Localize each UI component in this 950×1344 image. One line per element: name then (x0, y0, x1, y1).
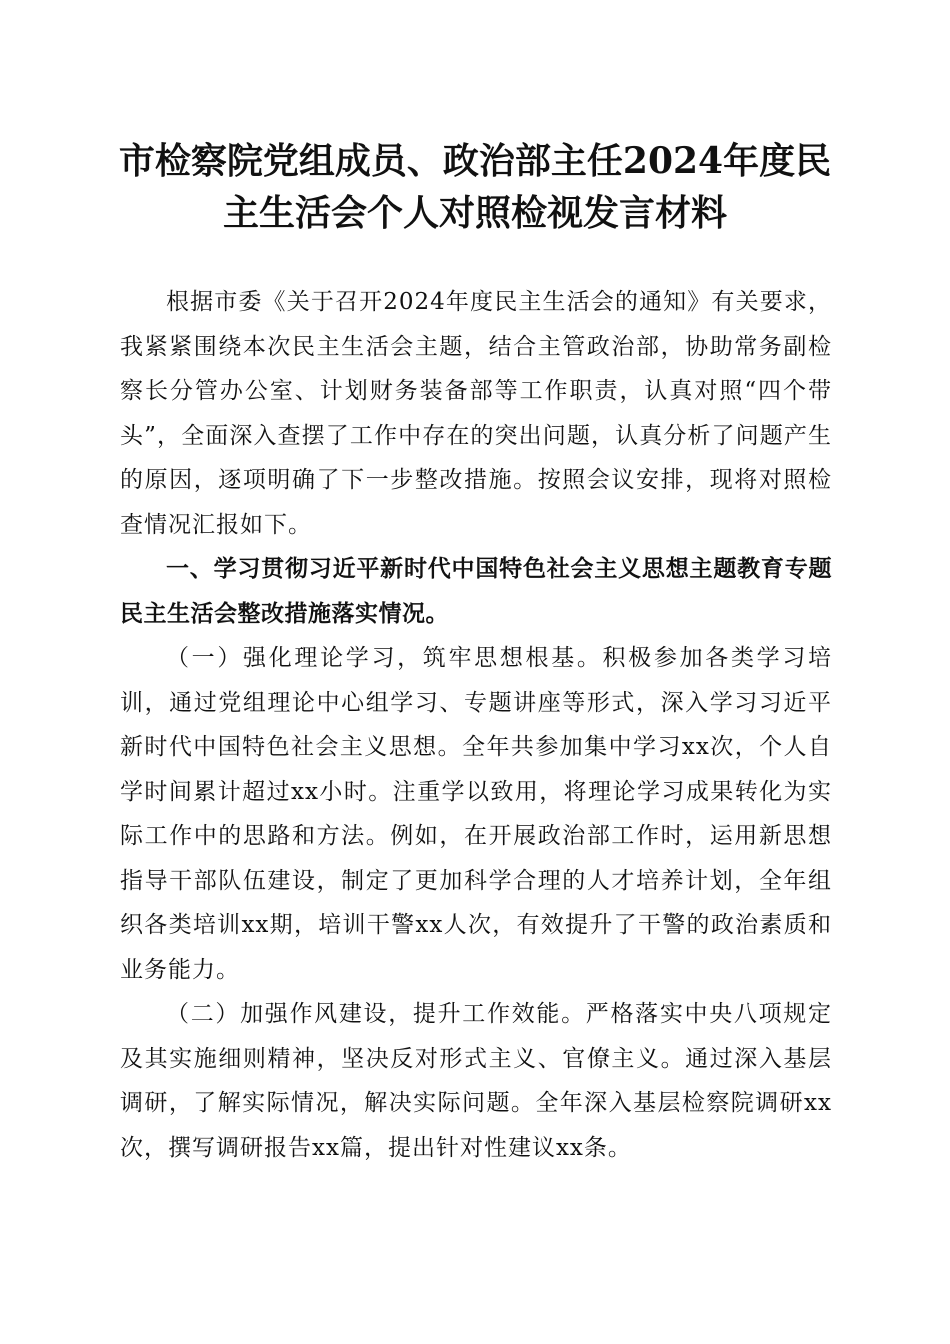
document-body (120, 280, 832, 1170)
subsection-paragraph-1: （一）强化理论学习，筑牢思想根基。积极参加各类学习培训，通过党组理论中心组学习、专题讲座等形式，深入学习习近平新时代中国特色社会主义思想。全年共参加集中学习xx次，个人自学时间累计超过xx小时。注重学以致用，将理论学习成果转化为实际工作中的思路和方法。例如，在开展政治部工作时，运用新思想指导干部队伍建设，制定了更加科学合理的人才培养计划，全年组织各类培训xx期，培训干警xx人次，有效提升了干警的政治素质和业务能力。 (120, 645, 832, 983)
subsection-paragraph-2: （二）加强作风建设，提升工作效能。严格落实中央八项规定及其实施细则精神，坚决反对形式主义、官僚主义。通过深入基层调研，了解实际情况，解决实际问题。全年深入基层检察院调研xx次，撰写调研报告xx篇，提出针对性建议xx条。 (120, 1001, 832, 1161)
title-line-2: 主生活会个人对照检视发言材料 (222, 192, 727, 234)
document-title (100, 135, 850, 239)
intro-paragraph: 根据市委《关于召开2024年度民主生活会的通知》有关要求，我紧紧围绕本次民主生活会主题，结合主管政治部，协助常务副检察长分管办公室、计划财务装备部等工作职责，认真对照“四个带头”，全面深入查摆了工作中存在的突出问题，认真分析了问题产生的原因，逐项明确了下一步整改措施。按照会议安排，现将对照检查情况汇报如下。 (120, 289, 832, 538)
section-heading-1: 一、学习贯彻习近平新时代中国特色社会主义思想主题教育专题民主生活会整改措施落实情况。 (120, 556, 832, 627)
title-line-1: 市检察院党组成员、政治部主任2024年度民 (118, 140, 832, 182)
